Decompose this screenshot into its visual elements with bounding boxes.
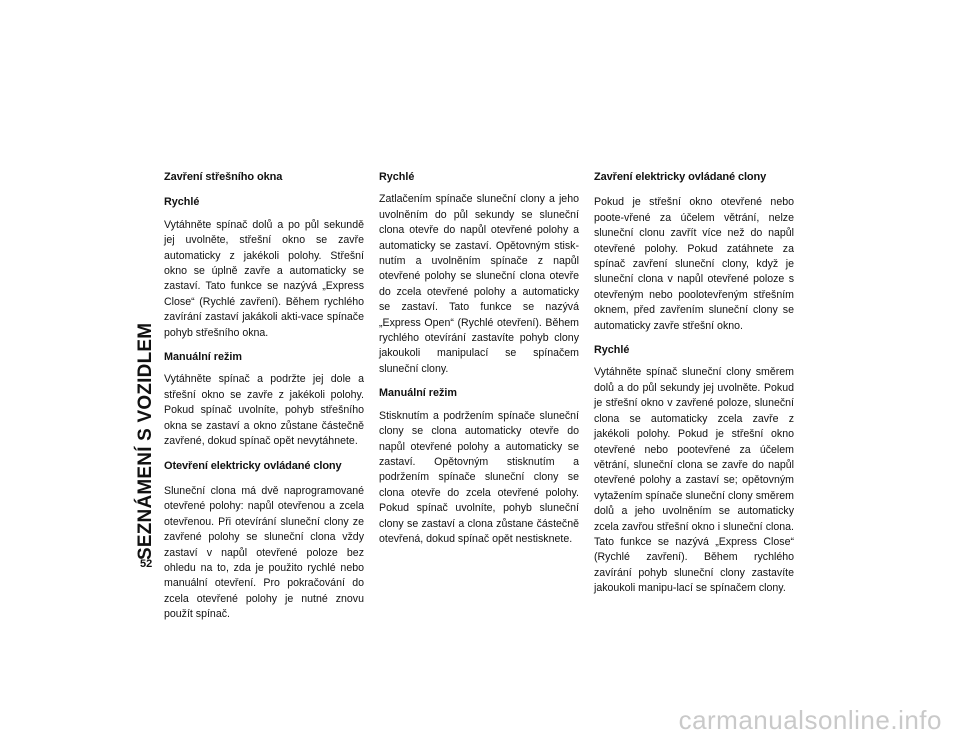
subheading-express: Rychlé [379,171,415,183]
subheading-manual: Manuální režim [164,351,242,364]
subheading-manual: Manuální režim [379,387,457,400]
paragraph-shade-positions: Sluneční clona má dvě naprogramované otevřené polohy: napůl otevřenou a zcela otevřenou. Při otevírání sluneční clony ze zavřené polohy se sluneční clona vždy zastaví v napůl otevřené poloze bez ohledu na to, zda je použito rychlé nebo manuální otevření. Pro pokračování do zcela otevřené polohy je nutné znovu použít spínač. [164,484,364,621]
column-1 [164,170,364,632]
section-side-title-text: SEZNÁMENÍ S VOZIDLEM [135,322,156,560]
paragraph-express-open: Zatlačením spínače sluneční clony a jeho uvolněním do půl sekundy se sluneční clona otevře do napůl otevřené polohy a automaticky se zastaví. Opětovným stisk-nutím a uvolněním spínače z napůl otevřené polohy se sluneční clona otevře do zcela otevřené polohy a automaticky se zastaví. Tato funkce se nazývá „Express Open“ (Rychlé otevření). Během rychlého otevírání zastavíte pohyb clony jakoukoli manipulací se spínačem sluneční clony. [379,193,579,375]
paragraph-express-close-shade: Vytáhněte spínač sluneční clony směrem dolů a do půl sekundy jej uvolněte. Pokud je střešní okno v zavřené poloze, sluneční clona se automaticky zcela zavře z jakékoli polohy. Pokud je střešní okno otevřené nebo pootevřené za účelem větrání, sluneční clona se zavře do napůl otevřené polohy a zastaví se; opětovným vytažením spínače sluneční clony směrem dolů a jeho uvolněním se automaticky zcela zavřou střešní okno i sluneční clona. Tato funkce se nazývá „Express Close“ (Rychlé zavření). Během rychlého zavírání pohyb sluneční clony zastavíte jakoukoli manipu-lací se spínačem clony. [594,366,794,595]
subheading-express: Rychlé [164,196,200,209]
paragraph-manual-close: Vytáhněte spínač a podržte jej dole a střešní okno se zavře z jakékoli polohy. Pokud spínač uvolníte, pohyb střešního okna se zastaví a okno zůstane částečně zavřené, dokud spínač opět nevytáhnete. [164,373,364,448]
column-3 [594,170,794,606]
heading-open-shade: Otevření elektricky ovládané clony [164,459,342,472]
heading-close-sunroof: Zavření střešního okna [164,171,283,183]
column-2 [379,170,579,556]
subheading-express: Rychlé [594,344,630,357]
page-number: 52 [140,558,153,570]
paragraph-manual-open: Stisknutím a podržením spínače sluneční clony se clona automaticky otevře do napůl otevřené polohy a automaticky se zastaví. Opětovným stisknutím a podržením spínače sluneční clony se clona otevře do zcela otevřené polohy. Pokud spínač uvolníte, pohyb sluneční clony se zastaví a clona zůstane částečně otevřená, dokud spínač opět nestisknete. [379,409,579,545]
section-side-title [131,170,159,560]
heading-close-shade: Zavření elektricky ovládané clony [594,171,767,183]
paragraph-express-close: Vytáhněte spínač dolů a po půl sekundě jej uvolněte, střešní okno se zavře automaticky z jakékoli polohy. Střešní okno se úplně zavře a automaticky se zastaví. Tato funkce se nazývá „Express Close“ (Rychlé zavření). Během rychlého zavírání zastaví jakákoli akti-vace spínače pohyb střešního okna. [164,218,364,339]
watermark: carmanualsonline.info [678,705,942,735]
paragraph-shade-close-info: Pokud je střešní okno otevřené nebo poote-vřené za účelem větrání, nelze sluneční clonu zavřít více než do napůl otevřené polohy. Pokud zatáhnete za spínač zavření sluneční clony, když je sluneční clona v napůl otevřené poloze s otevřeným nebo poolotevřeným střešním oknem, před zavřením sluneční clony se automaticky zavře střešní okno. [594,196,794,332]
